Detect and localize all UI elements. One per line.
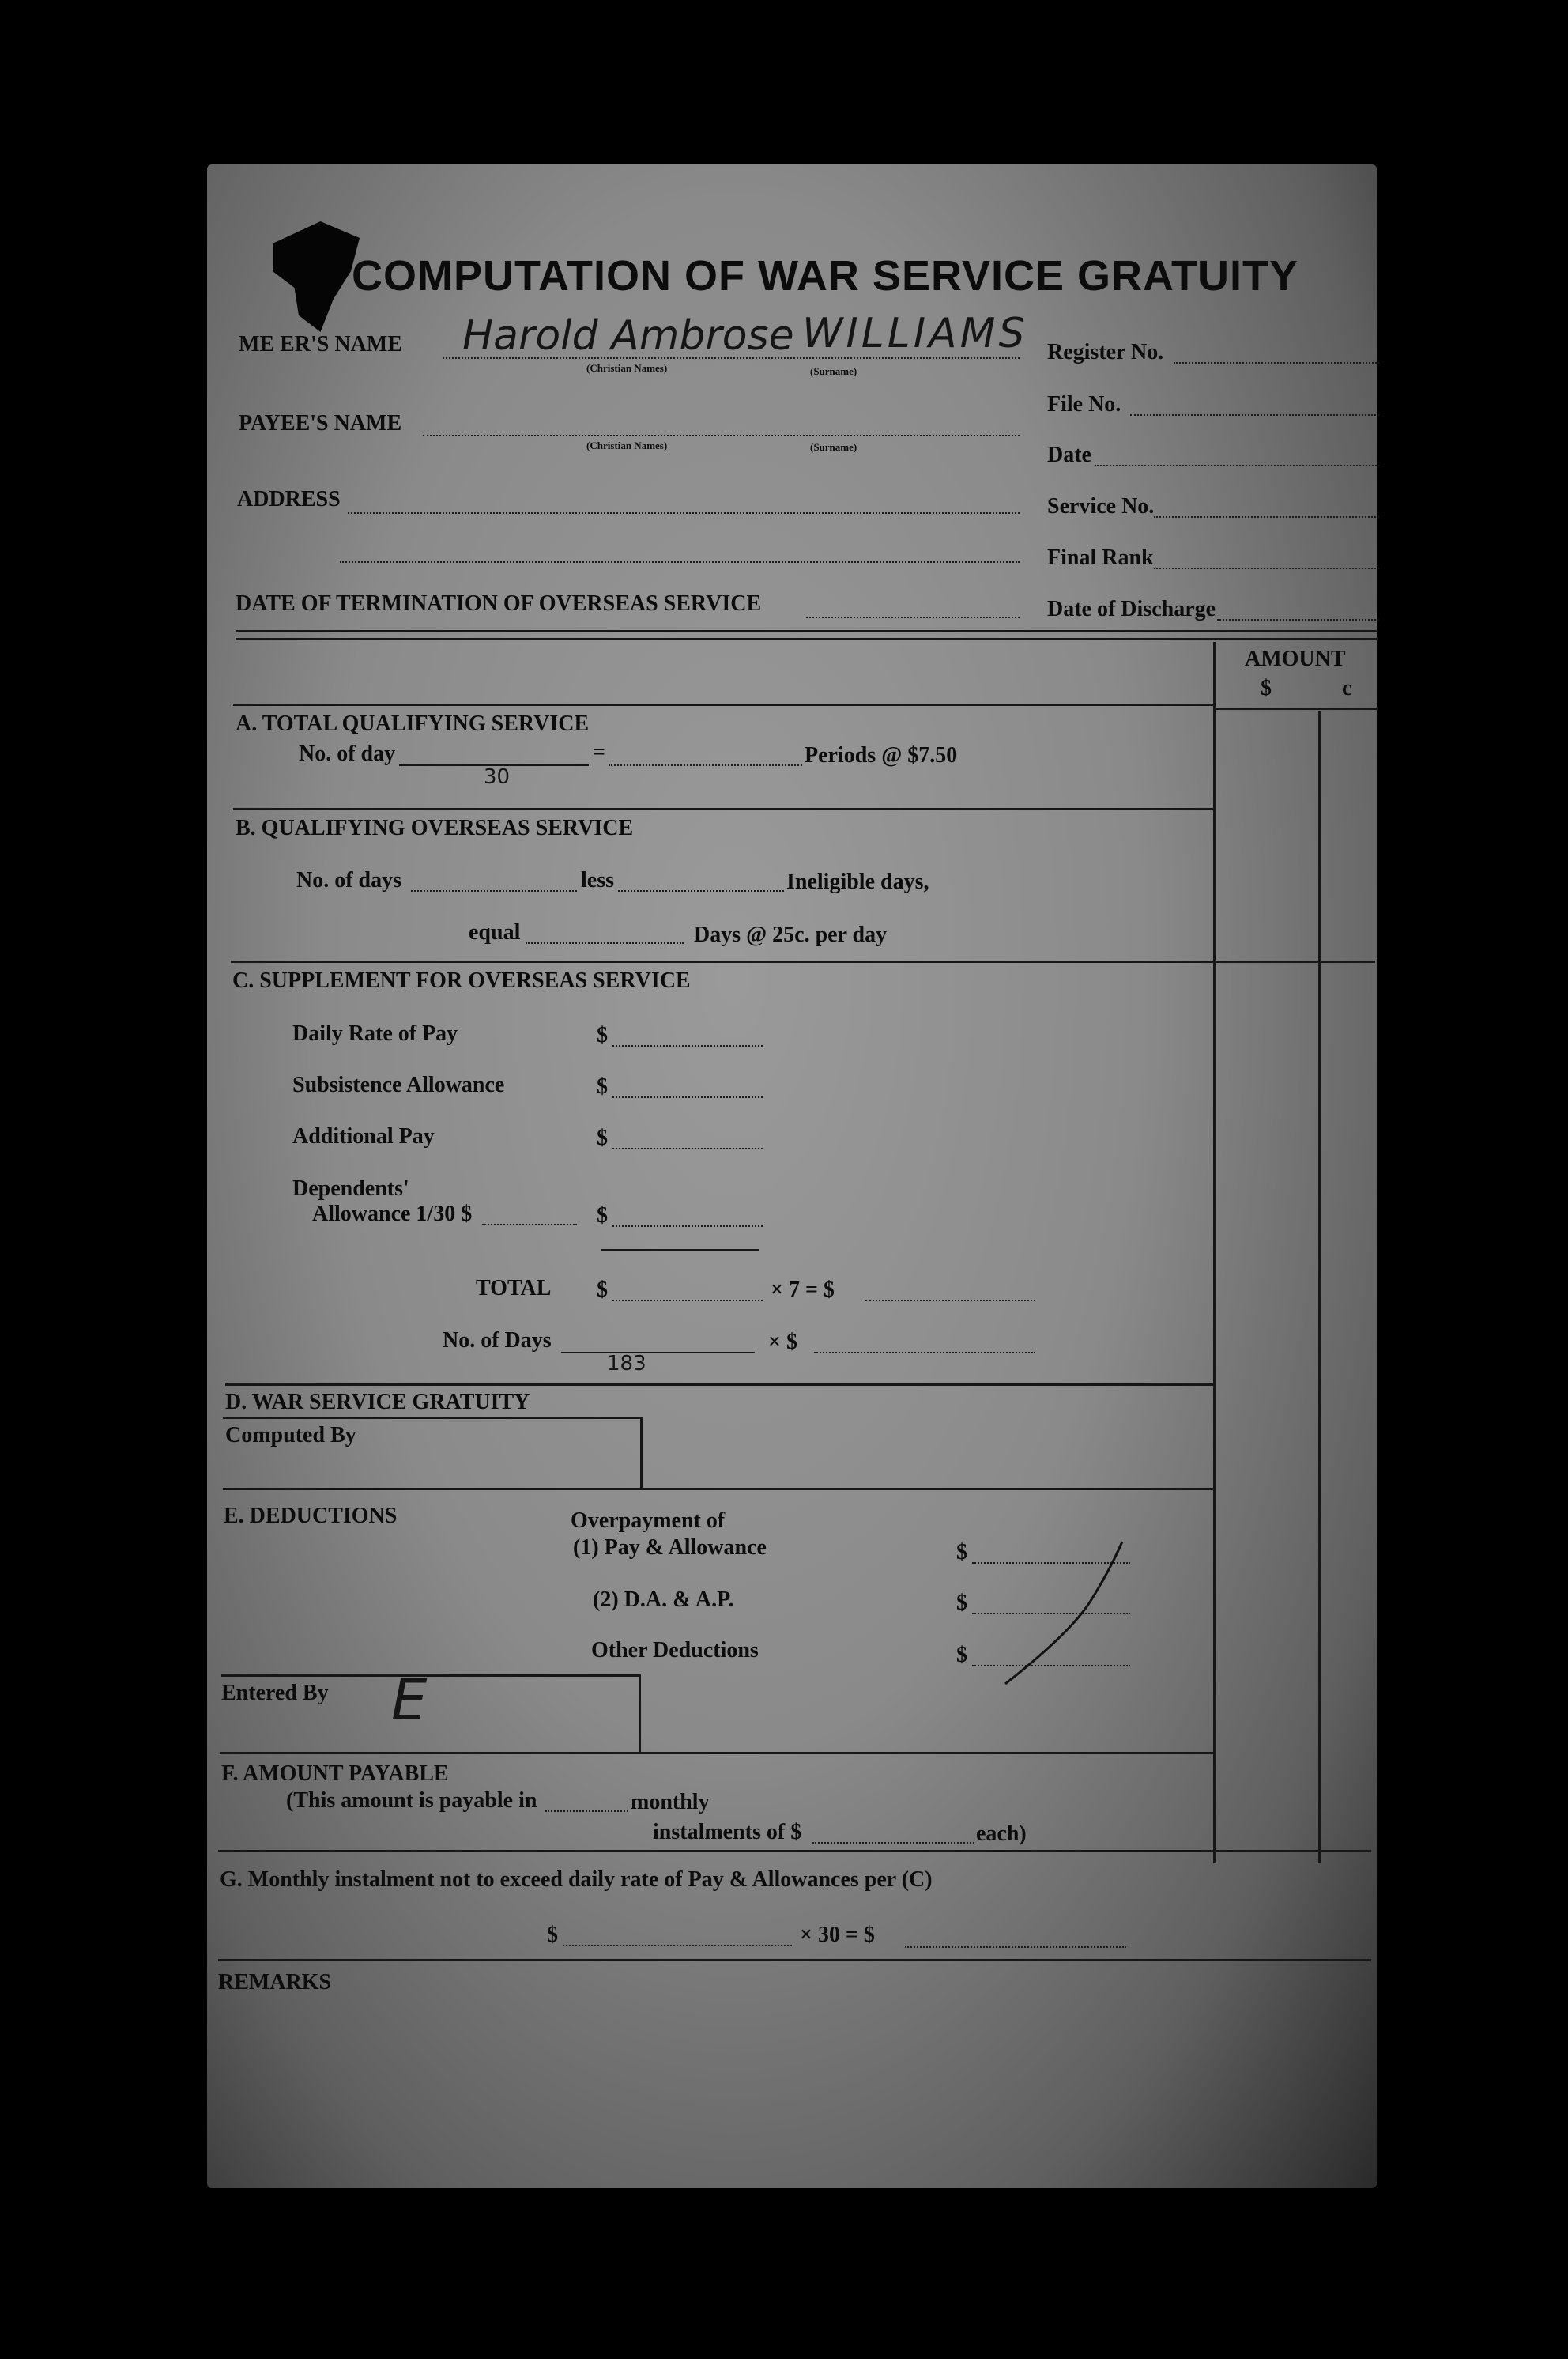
- section-g-times-thirty: × 30 = $: [800, 1923, 875, 1947]
- remarks-label: REMARKS: [218, 1970, 332, 1995]
- total-label: TOTAL: [476, 1276, 552, 1300]
- daily-rate-line: [612, 1045, 763, 1047]
- other-deductions-dollar: $: [956, 1643, 967, 1667]
- date-of-discharge-label: Date of Discharge: [1047, 597, 1216, 621]
- pay-allowance-label: (1) Pay & Allowance: [573, 1535, 767, 1560]
- section-c-top-rule: [231, 961, 1375, 963]
- dependents-dollar: $: [597, 1203, 608, 1228]
- instalments-line: [812, 1842, 974, 1844]
- section-e-heading: E. DEDUCTIONS: [224, 1504, 398, 1528]
- other-deductions-label: Other Deductions: [591, 1638, 759, 1663]
- da-ap-dollar: $: [956, 1591, 967, 1615]
- section-b-no-of-days-label: No. of days: [296, 868, 402, 893]
- amount-heading-rule: [1213, 708, 1378, 710]
- amount-dollars-caption: $: [1261, 676, 1272, 700]
- additional-pay-dollar: $: [597, 1126, 608, 1150]
- section-a-top-rule: [233, 704, 1213, 706]
- dependents-allowance-label: Allowance 1/30 $: [312, 1202, 473, 1226]
- section-g-top-rule: [218, 1850, 1371, 1852]
- payee-surname-caption: (Surname): [810, 441, 858, 453]
- service-no-line: [1154, 516, 1379, 518]
- overpayment-label: Overpayment of: [571, 1508, 726, 1533]
- section-b-top-rule: [233, 808, 1213, 810]
- each-label: each): [976, 1821, 1027, 1846]
- payable-in-label: (This amount is payable in: [286, 1788, 537, 1813]
- section-b-heading: B. QUALIFYING OVERSEAS SERVICE: [236, 816, 634, 840]
- payee-christian-caption: (Christian Names): [586, 440, 668, 451]
- pay-allowance-dollar: $: [956, 1540, 967, 1564]
- deductions-strike-line: [996, 1538, 1130, 1688]
- payee-name-line: [423, 435, 1020, 436]
- amount-cents-caption: c: [1342, 676, 1352, 700]
- payee-name-label: PAYEE'S NAME: [239, 411, 402, 436]
- christian-names-caption: (Christian Names): [586, 362, 668, 374]
- amount-column-cents-divider: [1318, 711, 1321, 1863]
- section-g-rate-line: [563, 1945, 792, 1946]
- section-a-periods-label: Periods @ $7.50: [805, 743, 958, 768]
- entered-by-label: Entered By: [221, 1681, 329, 1705]
- subsistence-line: [612, 1096, 763, 1098]
- section-a-no-of-day-label: No. of day: [299, 742, 396, 766]
- total-dollar: $: [597, 1278, 608, 1302]
- dependents-allowance-line: [482, 1224, 577, 1225]
- subtotal-rule: [601, 1249, 759, 1251]
- entered-by-box-top: [221, 1674, 640, 1677]
- remarks-top-rule: [218, 1959, 1371, 1961]
- section-b-less-line: [618, 890, 784, 892]
- amount-heading: AMOUNT: [1245, 647, 1346, 671]
- daily-rate-label: Daily Rate of Pay: [292, 1021, 458, 1046]
- section-f-heading: F. AMOUNT PAYABLE: [221, 1761, 449, 1786]
- termination-line: [806, 617, 1020, 618]
- register-no-line: [1174, 362, 1379, 364]
- additional-pay-label: Additional Pay: [292, 1124, 435, 1149]
- entered-by-handwritten-initial: E: [391, 1666, 428, 1733]
- final-rank-line: [1154, 568, 1379, 569]
- header-rule-bottom: [236, 638, 1378, 640]
- section-b-days-line: [411, 890, 577, 892]
- daily-rate-dollar: $: [597, 1023, 608, 1047]
- payable-in-line: [545, 1810, 628, 1812]
- handwritten-no-of-days: 183: [607, 1352, 646, 1376]
- monthly-label: monthly: [631, 1790, 710, 1814]
- section-a-heading: A. TOTAL QUALIFYING SERVICE: [236, 711, 590, 736]
- service-no-label: Service No.: [1047, 494, 1155, 519]
- section-b-equal: equal: [469, 920, 521, 945]
- section-e-top-rule: [223, 1488, 1213, 1490]
- computed-by-label: Computed By: [225, 1423, 356, 1447]
- date-of-discharge-line: [1217, 619, 1379, 621]
- no-of-days-line: [561, 1352, 755, 1353]
- date-label: Date: [1047, 443, 1091, 467]
- section-b-days-rate: Days @ 25c. per day: [694, 923, 888, 947]
- instalments-label: instalments of $: [653, 1820, 802, 1844]
- address-line-2: [340, 561, 1020, 563]
- termination-label: DATE OF TERMINATION OF OVERSEAS SERVICE: [236, 591, 762, 616]
- dependents-label: Dependents': [292, 1176, 409, 1201]
- total-times-seven: × 7 = $: [771, 1278, 835, 1302]
- address-line-1: [348, 512, 1020, 514]
- additional-pay-line: [612, 1148, 763, 1149]
- section-a-periods-line: [609, 764, 802, 766]
- member-handwritten-christian-names: Harold Ambrose: [462, 312, 794, 360]
- section-f-top-rule: [220, 1752, 1213, 1754]
- section-d-heading: D. WAR SERVICE GRATUITY: [225, 1390, 530, 1414]
- final-rank-label: Final Rank: [1047, 545, 1154, 570]
- subsistence-dollar: $: [597, 1074, 608, 1099]
- section-a-handwritten-days: 30: [484, 765, 511, 789]
- computed-by-box-right: [640, 1417, 643, 1488]
- no-of-days-times: × $: [768, 1330, 797, 1354]
- da-ap-label: (2) D.A. & A.P.: [593, 1587, 734, 1612]
- section-b-equal-line: [526, 942, 684, 944]
- section-b-less: less: [581, 868, 614, 893]
- entered-by-box-right: [639, 1674, 641, 1752]
- computed-by-box-top: [223, 1417, 642, 1419]
- section-b-ineligible: Ineligible days,: [786, 870, 929, 894]
- section-g-result-line: [905, 1946, 1126, 1948]
- member-handwritten-surname: WILLIAMS: [802, 310, 1028, 357]
- file-no-label: File No.: [1047, 392, 1121, 417]
- subsistence-label: Subsistence Allowance: [292, 1073, 505, 1097]
- header-rule-top: [236, 630, 1378, 632]
- section-g-line: G. Monthly instalment not to exceed daily rate of Pay & Allowances per (C): [220, 1867, 933, 1892]
- dependents-line: [612, 1225, 763, 1227]
- form-title: COMPUTATION OF WAR SERVICE GRATUITY: [352, 252, 1299, 300]
- surname-caption: (Surname): [810, 365, 858, 377]
- address-label: ADDRESS: [237, 487, 341, 511]
- total-times-seven-line: [865, 1300, 1035, 1301]
- section-d-top-rule: [225, 1383, 1213, 1386]
- section-c-heading: C. SUPPLEMENT FOR OVERSEAS SERVICE: [232, 968, 691, 993]
- amount-column-left-border: [1213, 642, 1216, 1863]
- total-line: [612, 1300, 763, 1301]
- file-no-line: [1130, 414, 1379, 416]
- register-no-label: Register No.: [1047, 340, 1164, 364]
- no-of-days-times-line: [814, 1352, 1035, 1353]
- member-name-label: ME ER'S NAME: [239, 332, 402, 357]
- section-g-dollar: $: [547, 1923, 558, 1947]
- section-a-equals: =: [593, 740, 605, 764]
- no-of-days-label: No. of Days: [443, 1328, 552, 1353]
- date-line: [1095, 465, 1379, 466]
